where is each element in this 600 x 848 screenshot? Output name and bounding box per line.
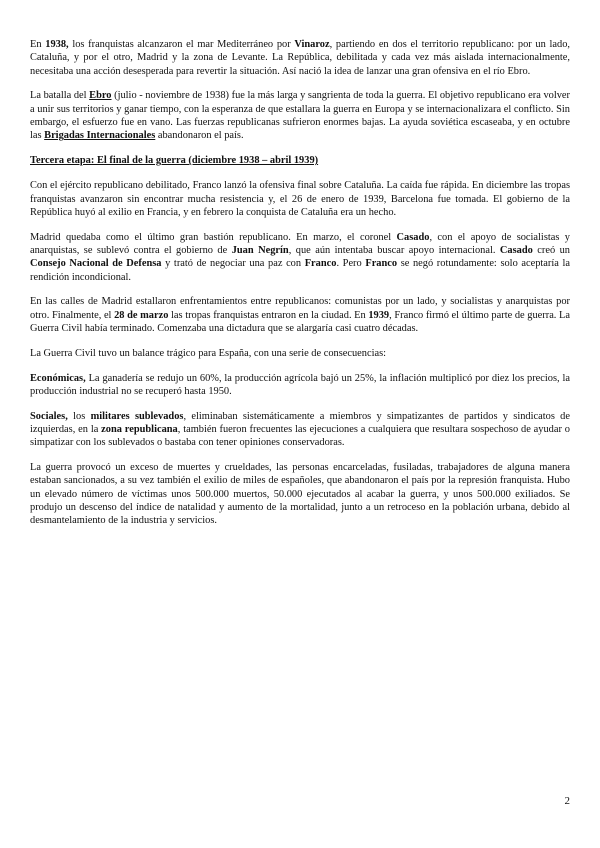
bold-text: 1938, [45,39,69,50]
paragraph-end-of-war: En las calles de Madrid estallaron enfrentamientos entre republicanos: comunistas por un lado, y socialistas y anarquistas por otro. Finalmente, el 28 de marzo las tropas franquistas entraron en la ciudad. En 1939, Franco firmó el último parte de guerra. La Guerra Civil había terminado. Comenzaba una dictadura que se alargaría casi cuatro décadas. [30,296,570,335]
bold-text: Vinaroz [294,39,330,50]
bold-underlined-text: Ebro [89,90,112,102]
paragraph-consequences-intro: La Guerra Civil tuvo un balance trágico para España, con una serie de consecuencias: [30,347,387,359]
paragraph-ebro: La batalla del Ebro (julio - noviembre de 1938) fue la más larga y sangrienta de toda la guerra. El objetivo republicano era volver a unir sus territorios y ganar tiempo, con la esperanza de que estallara la guerra en Europa y se internacionalizara el conflicto. Sin embargo, el esfuerzo fue en vano. Las fuerzas republicanas sufrieron enormes bajas. La ayuda soviética escaseaba, y en octubre las Brigadas Internacionales abandonaron el país. [30,90,570,142]
paragraph-vinaroz: En 1938, los franquistas alcanzaron el mar Mediterráneo por Vinaroz, partiendo en dos el territorio republicano: por un lado, Cataluña, y por el otro, Madrid y la zona de Levante. La República, debilitada y cada vez más aislada internacionalmente, necesitaba una acción desesperada para revertir la situación. Así nació la idea de lanzar una gran ofensiva en el río Ebro. [30,39,571,77]
page-number: 2 [564,795,570,807]
paragraph-demographic: La guerra provocó un exceso de muertes y crueldades, las personas encarceladas, fusiladas, trabajadores de alguna manera estaban sancionados, a su vez también el exilio de miles de españoles, que abandonaron el país por la represión franquista. Hubo un elevado número de víctimas unos 500.000 muertos, 50.000 ejecutados al acabar la guerra, y unos 500.000 exiliados. Se produjo un descenso del índice de natalidad y aumento de la mortalidad, junto a un retroceso en la población urbana, debido al desmantelamiento de la industria y servicios. [30,462,570,527]
document-body [30,38,570,539]
paragraph-madrid: Madrid quedaba como el último gran bastión republicano. En marzo, el coronel Casado, con el apoyo de socialistas y anarquistas, se sublevó contra el gobierno de Juan Negrín, que aún intentaba buscar apoyo internacional. Casado creó un Consejo Nacional de Defensa y trató de negociar una paz con Franco. Pero Franco se negó rotundamente: solo aceptaría la rendición incondicional. [30,231,571,283]
section-heading: Tercera etapa: El final de la guerra (diciembre 1938 – abril 1939) [30,155,319,167]
paragraph-economic: Económicas, La ganadería se redujo un 60%, la producción agrícola bajó un 25%, la inflación multiplicó por diez los precios, la producción industrial no se recuperó hasta 1950. [30,372,570,397]
paragraph-cataluna: Con el ejército republicano debilitado, Franco lanzó la ofensiva final sobre Cataluña. La caída fue rápida. En diciembre las tropas franquistas avanzaron sin encontrar mucha resistencia y, el 26 de enero de 1939, Barcelona fue tomada. El gobierno de la República huyó al exilio en Francia, y en febrero la conquista de Cataluña era un hecho. [30,180,570,218]
paragraph-social: Sociales, los militares sublevados, eliminaban sistemáticamente a miembros y simpatizantes de partidos y sindicatos de izquierdas, en la zona republicana, también fueron frecuentes las ejecuciones a cualquiera que resultara sospechoso de ayudar o simpatizar con los sublevados o bastaba con tener opiniones conservadoras. [30,410,570,449]
bold-underlined-text: Brigadas Internacionales [44,130,156,142]
